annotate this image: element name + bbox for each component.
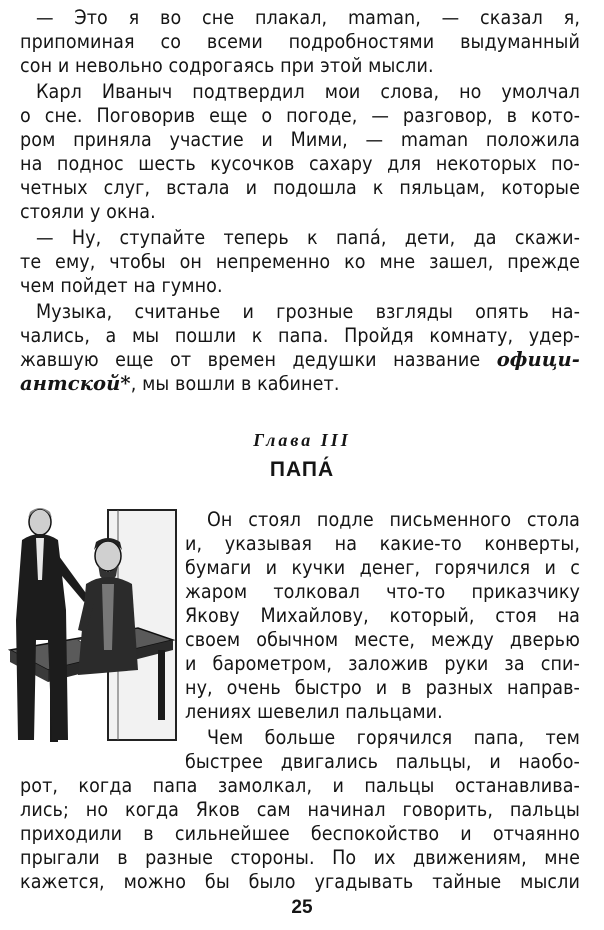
- italic-word: антской*: [20, 372, 131, 395]
- chapter-title: ПАПА́: [269, 458, 335, 481]
- text-line: Музыка, считанье и грозные взгляды опять на-: [36, 300, 580, 323]
- text-line: на поднос шесть кусочков сахару для некоторых по-: [20, 152, 580, 175]
- text-line: кажется, можно бы было угадывать тайные мысли: [20, 870, 580, 893]
- italic-word: офици-: [496, 348, 580, 371]
- text-line: Якову Михайлову, который, стоя на: [185, 604, 580, 627]
- text-line: бумаги и кучки денег, горячился и с: [185, 556, 580, 579]
- text-line: Он стоял подле письменного стола: [207, 508, 580, 531]
- text-span: , мы вошли в кабинет.: [130, 372, 340, 395]
- text-line: чем пойдет на гумно.: [20, 274, 223, 297]
- text-line: ну, очень быстро и в разных направ-: [185, 676, 580, 699]
- text-line: ром приняла участие и Мими, — maman положила: [20, 128, 580, 151]
- text-line: о сне. Поговорив еще о погоде, — разговор, в кото-: [20, 104, 580, 127]
- text-line: приходили в сильнейшее беспокойство и отчаянно: [20, 822, 580, 845]
- text-line: [20, 348, 580, 372]
- text-line: — Это я во сне плакал, maman, — сказал я,: [36, 6, 580, 29]
- illustration-image: [8, 500, 178, 750]
- text-line: стояли у окна.: [20, 200, 156, 223]
- text-line: Чем больше горячился папа, тем: [207, 726, 580, 749]
- text-line: и барометром, заложив руки за спи-: [185, 652, 580, 675]
- text-line: своем обычном месте, между дверью: [185, 628, 580, 651]
- text-line: жаром толковал что-то приказчику: [185, 580, 580, 603]
- text-line: и, указывая на какие-то конверты,: [185, 532, 580, 555]
- text-span: жавшую еще от времен дедушки название: [20, 348, 497, 371]
- chapter-label: Глава III: [253, 430, 351, 450]
- text-line: чались, а мы пошли к папа. Пройдя комнату, удер-: [20, 324, 580, 347]
- text-line: припоминая со всеми подробностями выдуманный: [20, 30, 580, 53]
- text-line: те ему, чтобы он непременно ко мне зашел, прежде: [20, 250, 580, 273]
- text-line: — Ну, ступайте теперь к папа́, дети, да скажи-: [36, 226, 580, 249]
- text-line: Карл Иваныч подтвердил мои слова, но умолчал: [36, 80, 580, 103]
- text-line: быстрее двигались пальцы, и наобо-: [185, 750, 580, 773]
- text-line: четных слуг, встала и подошла к пяльцам, которые: [20, 176, 580, 199]
- text-line: рот, когда папа замолкал, и пальцы останавлива-: [20, 774, 580, 797]
- text-line: лись; но когда Яков сам начинал говорить, пальцы: [20, 798, 580, 821]
- text-line: [20, 372, 580, 396]
- page-number: 25: [291, 897, 313, 918]
- text-line: прыгали в разные стороны. По их движениям, мне: [20, 846, 580, 869]
- text-line: лениях шевелил пальцами.: [185, 700, 443, 723]
- text-line: сон и невольно содрогаясь при этой мысли.: [20, 54, 434, 77]
